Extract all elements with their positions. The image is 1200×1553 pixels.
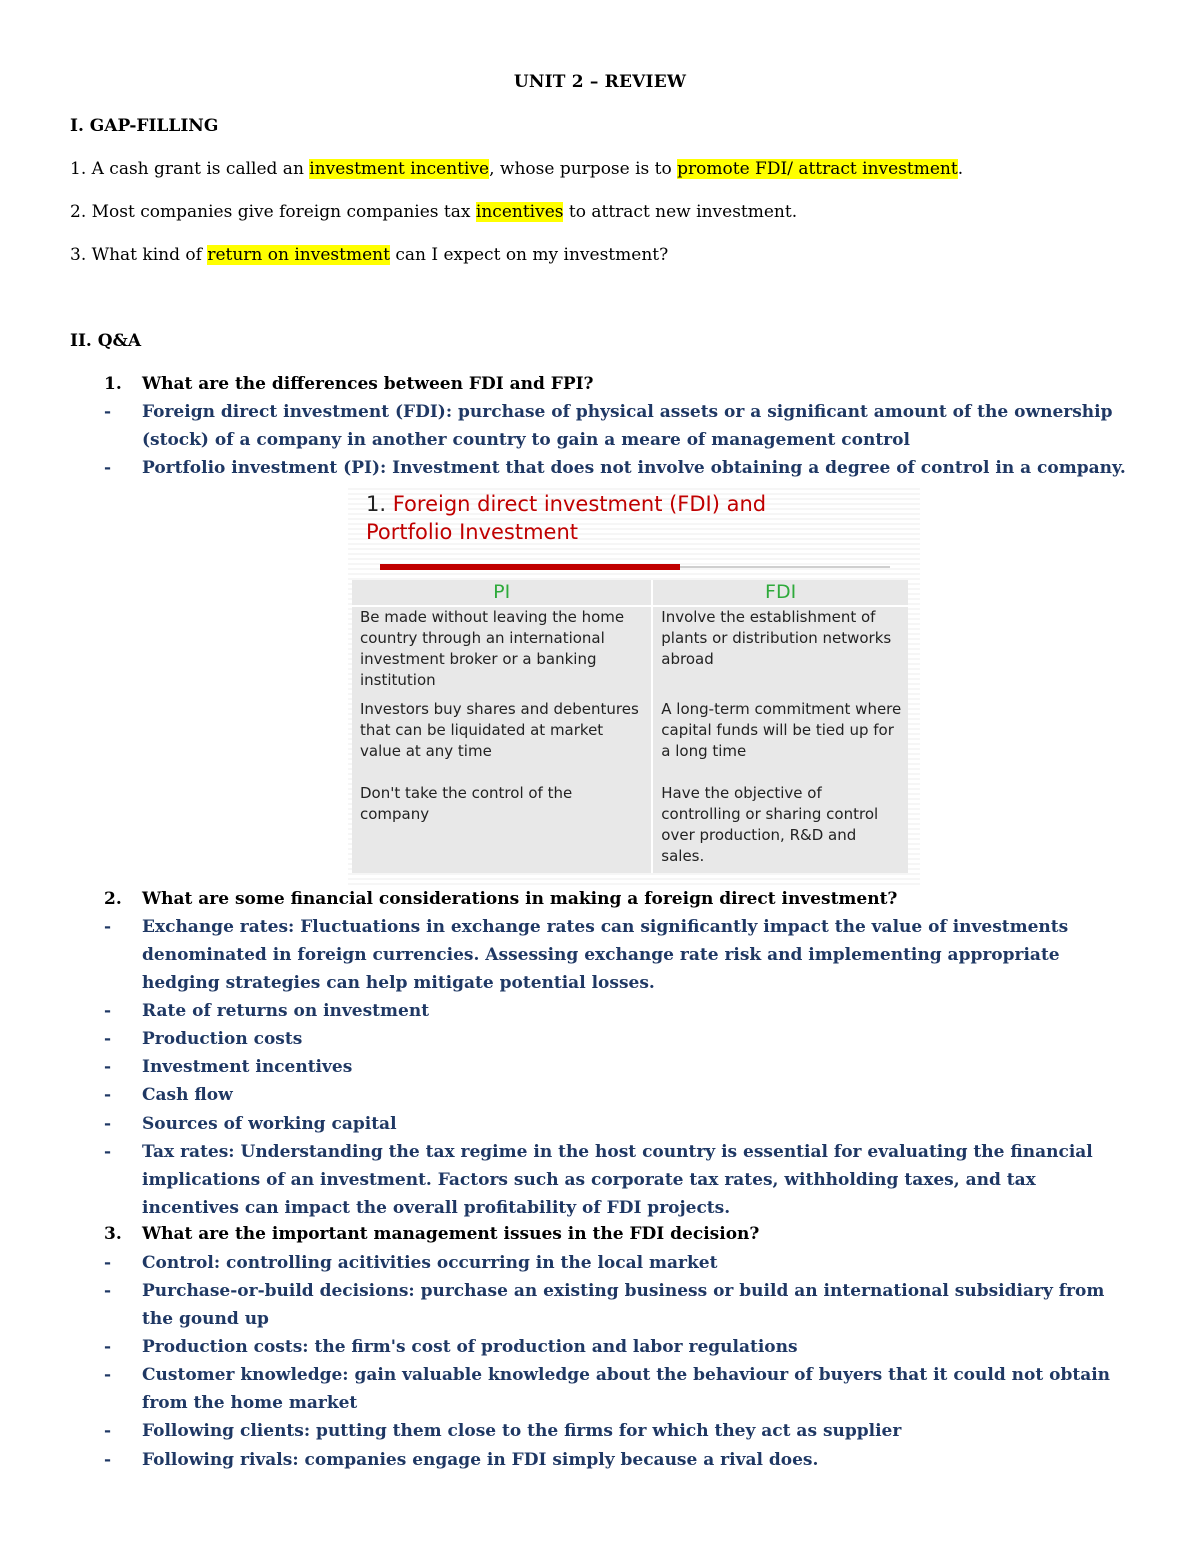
- highlighted-answer: investment incentive: [309, 159, 490, 179]
- item-text: .: [957, 159, 964, 179]
- table-cell: Be made without leaving the home country through an international investment broker or a banking institution: [360, 608, 625, 689]
- highlighted-answer: promote FDI/ attract investment: [677, 159, 958, 179]
- answer-bullet: [104, 1081, 1134, 1109]
- bullet-text: Portfolio investment (PI): Investment that does not involve obtaining a degree of control in a company.: [142, 458, 1126, 478]
- bullet-dash: -: [104, 402, 112, 422]
- gap-fill-item-2: [70, 202, 797, 222]
- table-cell: Have the objective of controlling or sharing control over production, R&D and sales.: [652, 783, 908, 873]
- slide-divider: [680, 566, 890, 568]
- question-text: What are the differences between FDI and FPI?: [142, 374, 594, 394]
- bullet-dash: -: [104, 1142, 112, 1162]
- question-2: [104, 889, 897, 909]
- comparison-table: [352, 580, 908, 873]
- bullet-dash: -: [104, 1029, 112, 1049]
- bullet-text: Control: controlling acitivities occurring in the local market: [142, 1253, 718, 1273]
- answer-bullet: [104, 997, 1134, 1025]
- answer-bullet: [104, 1417, 1134, 1445]
- bullet-dash: -: [104, 1337, 112, 1357]
- question-text: What are the important management issues in the FDI decision?: [142, 1224, 760, 1244]
- table-cell: Investors buy shares and debentures that can be liquidated at market value at any time: [360, 700, 639, 760]
- slide-title-number: 1.: [366, 492, 393, 516]
- table-row: [352, 699, 908, 783]
- bullet-dash: -: [104, 1085, 112, 1105]
- bullet-text: Cash flow: [142, 1085, 233, 1105]
- answer-bullet: [104, 454, 1134, 482]
- section-heading-qa: II. Q&A: [70, 331, 142, 351]
- question-number: 3.: [104, 1224, 122, 1244]
- answer-bullet: [104, 1138, 1134, 1222]
- bullet-text: Rate of returns on investment: [142, 1001, 430, 1021]
- slide-title: [366, 490, 766, 546]
- answer-bullet: [104, 1446, 1134, 1474]
- gap-fill-item-3: [70, 245, 668, 265]
- highlighted-answer: incentives: [475, 202, 564, 222]
- answer-bullet: [104, 1333, 1134, 1361]
- table-row: [352, 606, 908, 699]
- bullet-text: Tax rates: Understanding the tax regime in the host country is essential for evaluating the financial implications of an investment. Factors such as corporate tax rates, withholding taxes, and tax incentives can impact the overall profitability of FDI projects.: [142, 1142, 1093, 1218]
- slide-title-line: Portfolio Investment: [366, 520, 579, 544]
- table-row: [352, 783, 908, 873]
- answer-bullet: [104, 1053, 1134, 1081]
- table-cell: Don't take the control of the company: [360, 784, 573, 823]
- answer-bullet: [104, 1277, 1134, 1333]
- bullet-dash: -: [104, 1421, 112, 1441]
- item-text: 1. A cash grant is called an: [70, 159, 310, 179]
- highlighted-answer: return on investment: [207, 245, 390, 265]
- answer-bullet: [104, 1361, 1134, 1417]
- document-title: UNIT 2 – REVIEW: [513, 72, 687, 92]
- bullet-text: Foreign direct investment (FDI): purchase of physical assets or a significant amount of the ownership (stock) of a company in another country to gain a meare of management control: [142, 402, 1113, 450]
- section-heading-gap-filling: I. GAP-FILLING: [70, 116, 219, 136]
- item-text: can I expect on my investment?: [389, 245, 669, 265]
- column-header-pi: PI: [352, 580, 652, 606]
- question-3: [104, 1224, 759, 1244]
- answer-bullet: [104, 398, 1134, 454]
- column-header-fdi: FDI: [652, 580, 908, 606]
- bullet-text: Exchange rates: Fluctuations in exchange rates can significantly impact the value of investments denominated in foreign currencies. Assessing exchange rate risk and implementing appropriate hedging strategies can help mitigate potential losses.: [142, 917, 1069, 993]
- table-cell: A long-term commitment where capital funds will be tied up for a long time: [652, 699, 908, 783]
- bullet-dash: -: [104, 1281, 112, 1301]
- item-text: to attract new investment.: [563, 202, 798, 222]
- bullet-dash: -: [104, 917, 112, 937]
- answer-bullet: [104, 913, 1134, 997]
- bullet-text: Production costs: the firm's cost of production and labor regulations: [142, 1337, 798, 1357]
- question-number: 2.: [104, 889, 122, 909]
- item-text: , whose purpose is to: [489, 159, 678, 179]
- bullet-text: Following clients: putting them close to the firms for which they act as supplier: [142, 1421, 902, 1441]
- answer-bullet: [104, 1249, 1134, 1277]
- bullet-text: Production costs: [142, 1029, 303, 1049]
- item-text: 3. What kind of: [70, 245, 208, 265]
- bullet-dash: -: [104, 1253, 112, 1273]
- bullet-text: Customer knowledge: gain valuable knowledge about the behaviour of buyers that it could not obtain from the home market: [142, 1365, 1111, 1413]
- bullet-dash: -: [104, 1114, 112, 1134]
- bullet-text: Following rivals: companies engage in FDI simply because a rival does.: [142, 1450, 819, 1470]
- bullet-text: Investment incentives: [142, 1057, 353, 1077]
- slide-title-underline: [380, 564, 680, 570]
- question-1: [104, 374, 594, 394]
- bullet-dash: -: [104, 1001, 112, 1021]
- answer-bullet: [104, 1110, 1134, 1138]
- bullet-dash: -: [104, 1450, 112, 1470]
- bullet-text: Sources of working capital: [142, 1114, 397, 1134]
- bullet-dash: -: [104, 1057, 112, 1077]
- item-text: 2. Most companies give foreign companies tax: [70, 202, 476, 222]
- table-cell: Involve the establishment of plants or distribution networks abroad: [652, 606, 908, 699]
- question-number: 1.: [104, 374, 122, 394]
- bullet-dash: -: [104, 458, 112, 478]
- gap-fill-item-1: [70, 159, 963, 179]
- question-text: What are some financial considerations in making a foreign direct investment?: [142, 889, 898, 909]
- bullet-dash: -: [104, 1365, 112, 1385]
- answer-bullet: [104, 1025, 1134, 1053]
- fdi-vs-pi-slide-image: [348, 488, 920, 885]
- slide-title-line: Foreign direct investment (FDI) and: [392, 492, 767, 516]
- bullet-text: Purchase-or-build decisions: purchase an existing business or build an international subsidiary from the gound up: [142, 1281, 1105, 1329]
